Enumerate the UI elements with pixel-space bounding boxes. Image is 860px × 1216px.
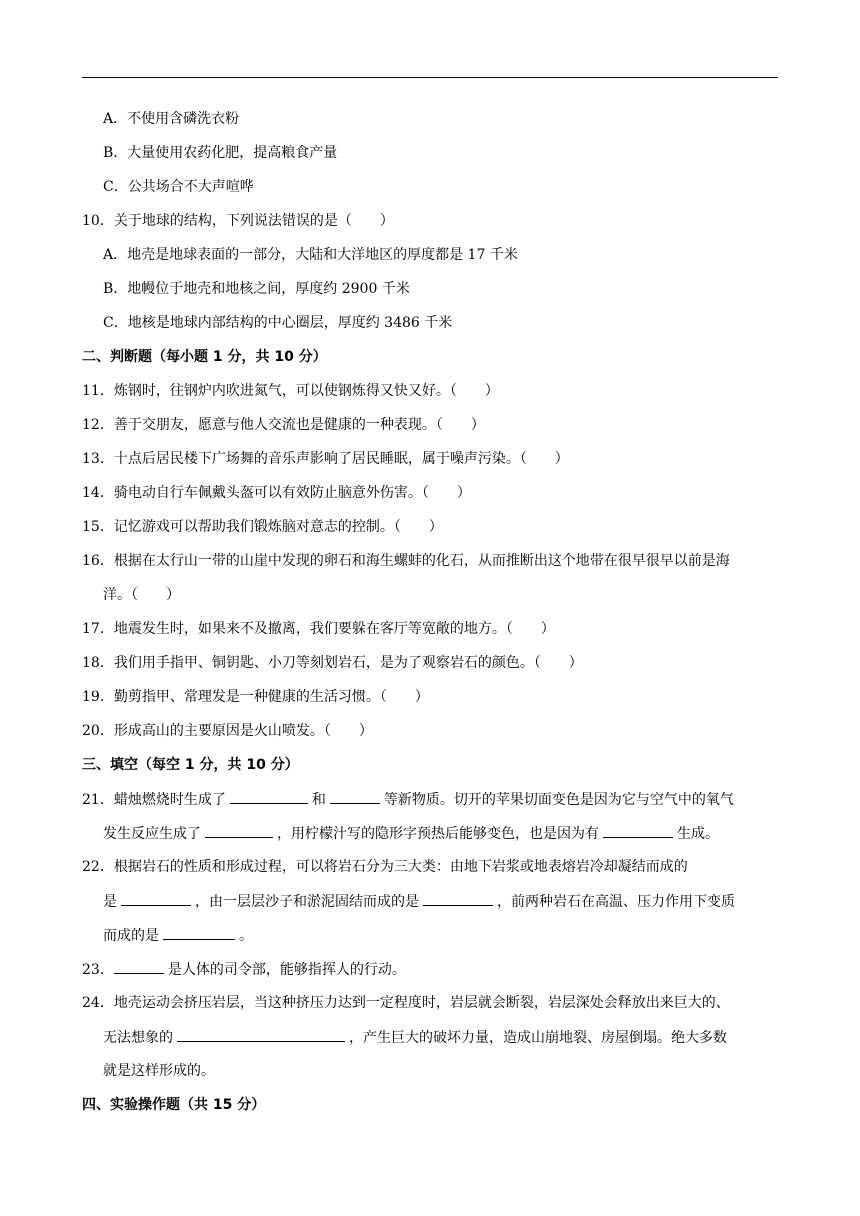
q9-option-c: C．公共场合不大声喧哗 (103, 179, 254, 195)
q17: 17．地震发生时，如果来不及撤离，我们要躲在客厅等宽敞的地方。（ ） (82, 621, 555, 637)
q22-text-4: ，前两种岩石在高温、压力作用下变质 (497, 894, 735, 910)
q9-option-b: B．大量使用农药化肥，提高粮食产量 (103, 145, 338, 161)
q10-option-a: A．地壳是地球表面的一部分，大陆和大洋地区的厚度都是 17 千米 (103, 247, 518, 263)
q23-text-1: 23． (82, 962, 114, 978)
q21-text-4: 发生反应生成了 (103, 826, 201, 842)
q16-line-2: 洋。（ ） (103, 587, 180, 603)
q21-blank-2[interactable] (330, 788, 380, 804)
q21-text-5: ，用柠檬汁写的隐形字预热后能够变色，也是因为有 (277, 826, 599, 842)
q10-option-b: B．地幔位于地壳和地核之间，厚度约 2900 千米 (103, 281, 410, 297)
q22-line-3 (82, 924, 782, 958)
q12: 12．善于交朋友，愿意与他人交流也是健康的一种表现。（ ） (82, 417, 485, 433)
q22-text-2: 是 (103, 894, 117, 910)
q24-line-1: 24．地壳运动会挤压岩层，当这种挤压力达到一定程度时，岩层就会断裂，岩层深处会释放出来巨大的、 (82, 995, 730, 1011)
q16-line-1: 16．根据在太行山一带的山崖中发现的卵石和海生螺蚌的化石，从而推断出这个地带在很早很早以前是海 (82, 553, 730, 569)
q21-text-2: 和 (311, 792, 326, 808)
q22-line-1: 22．根据岩石的性质和形成过程，可以将岩石分为三大类：由地下岩浆或地表熔岩冷却凝结而成的 (82, 859, 688, 875)
q10-stem: 10．关于地球的结构，下列说法错误的是（ ） (82, 213, 394, 229)
q14: 14．骑电动自行车佩戴头盔可以有效防止脑意外伤害。（ ） (82, 485, 471, 501)
q21-line-1 (82, 788, 782, 822)
q21-blank-3[interactable] (205, 822, 273, 838)
section-2-title: 二、判断题（每小题 1 分，共 10 分） (82, 349, 327, 365)
q23-text-2: 是人体的司令部，能够指挥人的行动。 (167, 962, 406, 978)
q13: 13．十点后居民楼下广场舞的音乐声影响了居民睡眠，属于噪声污染。（ ） (82, 451, 569, 467)
q21-text-6: 生成。 (677, 826, 719, 842)
q22-line-2 (82, 890, 782, 924)
q21-blank-1[interactable] (230, 788, 308, 804)
q22-blank-3[interactable] (163, 924, 235, 940)
q9-option-a: A．不使用含磷洗衣粉 (103, 111, 240, 127)
q21-line-2 (82, 822, 782, 856)
header-rule (82, 77, 778, 78)
q24-text-2: 无法想象的 (103, 1030, 173, 1046)
q20: 20．形成高山的主要原因是火山喷发。（ ） (82, 723, 373, 739)
q23 (82, 958, 782, 992)
q24-line-2 (82, 1026, 782, 1060)
q15: 15．记忆游戏可以帮助我们锻炼脑对意志的控制。（ ） (82, 519, 443, 535)
q23-blank-1[interactable] (114, 958, 164, 974)
q21-text-3: 等新物质。切开的苹果切面变色是因为它与空气中的氧气 (383, 792, 734, 808)
q21-text-1: 21．蜡烛燃烧时生成了 (82, 792, 226, 808)
q19: 19．勤剪指甲、常理发是一种健康的生活习惯。（ ） (82, 689, 429, 705)
q24-blank-1[interactable] (177, 1026, 345, 1042)
section-3-title: 三、填空（每空 1 分，共 10 分） (82, 757, 299, 773)
q24-line-3: 就是这样形成的。 (103, 1063, 215, 1079)
q18: 18．我们用手指甲、铜钥匙、小刀等刻划岩石，是为了观察岩石的颜色。（ ） (82, 655, 583, 671)
q22-text-5: 而成的是 (103, 928, 159, 944)
q22-blank-2[interactable] (423, 890, 493, 906)
q10-option-c: C．地核是地球内部结构的中心圈层，厚度约 3486 千米 (103, 315, 453, 331)
q21-blank-4[interactable] (603, 822, 673, 838)
q22-blank-1[interactable] (121, 890, 191, 906)
section-4-title: 四、实验操作题（共 15 分） (82, 1097, 266, 1113)
q22-text-6: 。 (239, 928, 253, 944)
q11: 11．炼钢时，往钢炉内吹进氮气，可以使钢炼得又快又好。（ ） (82, 383, 499, 399)
q22-text-3: ，由一层层沙子和淤泥固结而成的是 (195, 894, 419, 910)
exam-page (82, 108, 782, 1128)
q24-text-3: ，产生巨大的破坏力量，造成山崩地裂、房屋倒塌。绝大多数 (349, 1030, 727, 1046)
